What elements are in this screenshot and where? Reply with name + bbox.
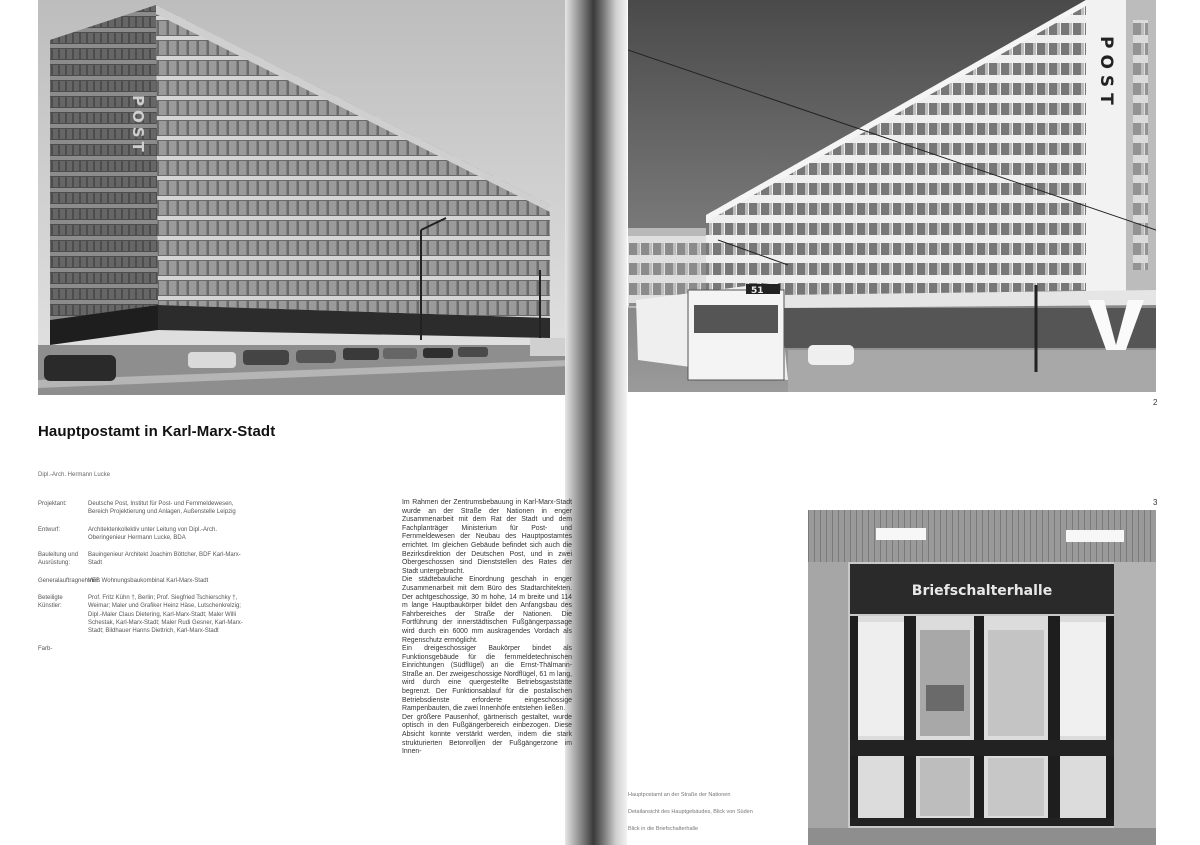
- credit-entry: [38, 577, 248, 585]
- caption: Blick in die Briefschalterhalle: [628, 826, 699, 832]
- hall-sign-text: Briefschalterhalle: [911, 583, 1053, 599]
- credit-value: VEB Wohnungsbaukombinat Karl-Marx-Stadt: [88, 577, 209, 584]
- caption: Hauptpostamt an der Straße der Nationen: [628, 792, 731, 798]
- credit-label: Generalauftragnehmer:: [38, 577, 101, 584]
- article-title: Hauptpostamt in Karl-Marx-Stadt: [38, 423, 276, 440]
- post-sign-text-2: POST: [1096, 36, 1116, 111]
- credit-entry: [38, 645, 248, 653]
- credit-label: Entwurf:: [38, 526, 61, 533]
- body-paragraph: Im Rahmen der Zentrumsbebauung in Karl-Marx-Stadt wurde an der Straße der Nationen in enger Zusammenarbeit mit dem Rat der Stadt und dem Fachplanträger Ministerium für Post- und Fernmeldewesen der Neubau des Hauptpostamtes errichtet. Im gleichen Gebäude befindet sich auch die Bezirksdirektion der Deutschen Post, und in zwei Obergeschossen sind Dienststellen des Rates der Stadt untergebracht.: [402, 499, 572, 575]
- credit-value: Bauingenieur Architekt Joachim Böttcher, BDF Karl-Marx-Stadt: [88, 552, 241, 567]
- credit-label: Bauleitung und Ausrüstung:: [38, 552, 79, 567]
- body-paragraph: Der größere Pausenhof, gärtnerisch gestaltet, wurde optisch in den Fußgängerbereich einbezogen. Diese Absicht konnte verstärkt werden, indem die stark strukturierten Betonrolljen der Fußgängerzone im Innen-: [402, 713, 572, 756]
- photo-post-office-street-view: [38, 0, 570, 395]
- credit-value: Prof. Fritz Kühn †, Berlin; Prof. Siegfried Tschierschky †, Weimar; Maler und Grafiker Heinz Häse, Lutschenkrelzig; Dipl.-Maler Claus Dietering, Karl-Marx-Stadt; Maler Willi Schestak, Karl-Marx-Stadt; Maler Rudi Gesner, Karl-Marx-Stadt; Bildhauer Hanns Diettrich, Karl-Marx-Stadt: [88, 595, 243, 635]
- body-paragraph: Die städtebauliche Einordnung geschah in enger Zusammenarbeit mit dem Büro des Stadtarchitekten. Der achtgeschossige, 30 m hohe, 14 m breite und 114 m lange Hauptbaukörper bildet den Anfangsbau des Fahrbereiches der Straße der Nationen. Die Fortführung der innerstädtischen Fußgängerpassage wird durch ein 6000 mm auskragendes Vordach als Regenschutz ermöglicht.: [402, 576, 572, 644]
- tram-number-text: 51: [751, 286, 764, 296]
- page-number-2: 2: [1153, 398, 1158, 407]
- credit-label: Beteiligte Künstler:: [38, 595, 63, 610]
- photo-captions: [628, 792, 798, 843]
- book-gutter: [565, 0, 627, 845]
- credit-entry: [38, 551, 248, 568]
- page-number-3: 3: [1153, 498, 1158, 507]
- article-body: [402, 499, 572, 757]
- credit-value: Architektenkollektiv unter Leitung von Dipl.-Arch. Oberingenieur Hermann Lucke, BDA: [88, 526, 218, 541]
- article-author: Dipl.-Arch. Hermann Lucke: [38, 472, 111, 478]
- caption: Detailansicht des Hauptgebäudes, Blick von Süden: [628, 809, 753, 815]
- credit-value: [88, 645, 248, 653]
- credit-entry: [38, 594, 248, 635]
- credit-label: Farb-: [38, 645, 53, 652]
- credit-label: Projektant:: [38, 501, 67, 507]
- post-sign-text: POST: [129, 95, 147, 156]
- credit-entry: [38, 500, 248, 517]
- credit-entry: [38, 526, 248, 543]
- credits-list: [38, 500, 248, 662]
- body-paragraph: Ein dreigeschossiger Baukörper bindet als Funktionsgebäude für die fernmeldetechnischen Einrichtungen (Südflügel) an die Ernst-Thälmann-Straße an. Der zweigeschossige Nordflügel, 61 m lang, wird durch eine quergestellte Betriebsgaststätte begrenzt. Der Funktionsablauf für die postalischen Betriebsdienste erforderte eingeschossige Rampenbauten, die zwei Innenhöfe entstehen ließen.: [402, 645, 572, 713]
- photo-briefschalterhalle: [808, 510, 1156, 845]
- credit-value: Deutsche Post, Institut für Post- und Fernmeldewesen, Bereich Projektierung und Anlagen, Außenstelle Leipzig: [88, 501, 236, 516]
- photo-post-office-tram-view: [628, 0, 1156, 392]
